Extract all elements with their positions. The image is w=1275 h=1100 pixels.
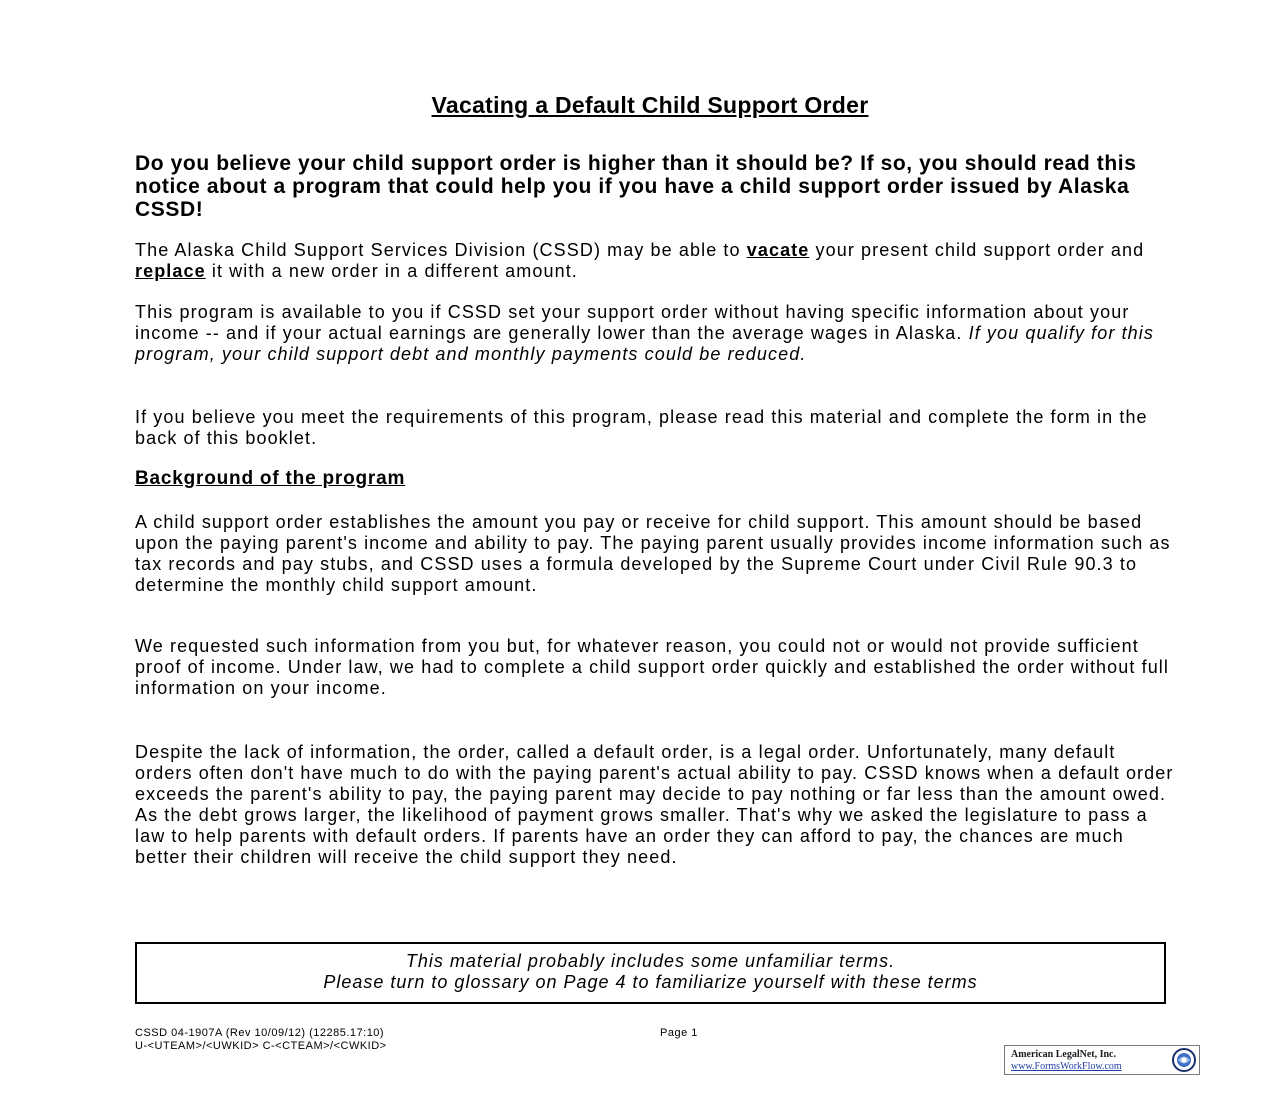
replace-term: replace (135, 261, 206, 281)
vacate-term: vacate (746, 240, 810, 260)
globe-icon (1171, 1047, 1197, 1073)
section-heading-background: Background of the program (135, 468, 406, 489)
american-legalnet-logo[interactable] (1004, 1045, 1200, 1075)
paragraph-1-part-1: The Alaska Child Support Services Division (CSSD) may be able to (135, 240, 747, 260)
paragraph-2-italic: If you qualify for this program, your child support debt and monthly payments could be reduced. (135, 323, 1154, 364)
footer-form-id: CSSD 04-1907A (Rev 10/09/12) (12285.17:10) (135, 1027, 385, 1039)
notice-line-1: This material probably includes some unfamiliar terms. (405, 951, 896, 971)
footer-codes: U-<UTEAM>/<UWKID> C-<CTEAM>/<CWKID> (135, 1040, 387, 1052)
paragraph-2-plain: This program is available to you if CSSD set your support order without having specific information about your income -- and if your actual earnings are generally lower than the average wages in Alaska. (135, 302, 1130, 343)
paragraph-1-part-2: your present child support order and (809, 240, 1145, 260)
paragraph-default-order: Despite the lack of information, the order, called a default order, is a legal order. Unfortunately, many default orders often don't have much to do with the paying parent's actual ability to pay. CSSD knows when a default order exceeds the parent's ability to pay, the paying parent may decide to pay nothing or far less than the amount owed. As the debt grows larger, the likelihood of payment grows smaller. That's why we asked the legislature to pass a law to help parents with default orders. If parents have an order they can afford to pay, the chances are much better their children will receive the child support they need. (135, 742, 1174, 867)
notice-line-2: Please turn to glossary on Page 4 to familiarize yourself with these terms (323, 972, 978, 992)
paragraph-vacate-replace (135, 240, 1175, 282)
logo-url-link[interactable]: www.FormsWorkFlow.com (1011, 1061, 1122, 1072)
document-title: Vacating a Default Child Support Order (431, 92, 869, 118)
footer-page-number: Page 1 (660, 1027, 698, 1039)
intro-question: Do you believe your child support order is higher than it should be? If so, you should read this notice about a program that could help you if you have a child support order issued by Alaska CSSD! (135, 152, 1137, 221)
glossary-notice-box (135, 942, 1166, 1004)
logo-company-name: American LegalNet, Inc. (1011, 1049, 1116, 1060)
paragraph-requirements: If you believe you meet the requirements of this program, please read this material and complete the form in the back of this booklet. (135, 407, 1148, 448)
paragraph-income-info: We requested such information from you but, for whatever reason, you could not or would not provide sufficient proof of income. Under law, we had to complete a child support order quickly and established the order without full information on your income. (135, 636, 1170, 698)
paragraph-1-part-3: it with a new order in a different amount. (205, 261, 578, 281)
paragraph-support-order: A child support order establishes the amount you pay or receive for child support. This amount should be based upon the paying parent's income and ability to pay. The paying parent usually provides income information such as tax records and pay stubs, and CSSD uses a formula developed by the Supreme Court under Civil Rule 90.3 to determine the monthly child support amount. (135, 512, 1171, 595)
paragraph-program-eligibility (135, 302, 1175, 365)
